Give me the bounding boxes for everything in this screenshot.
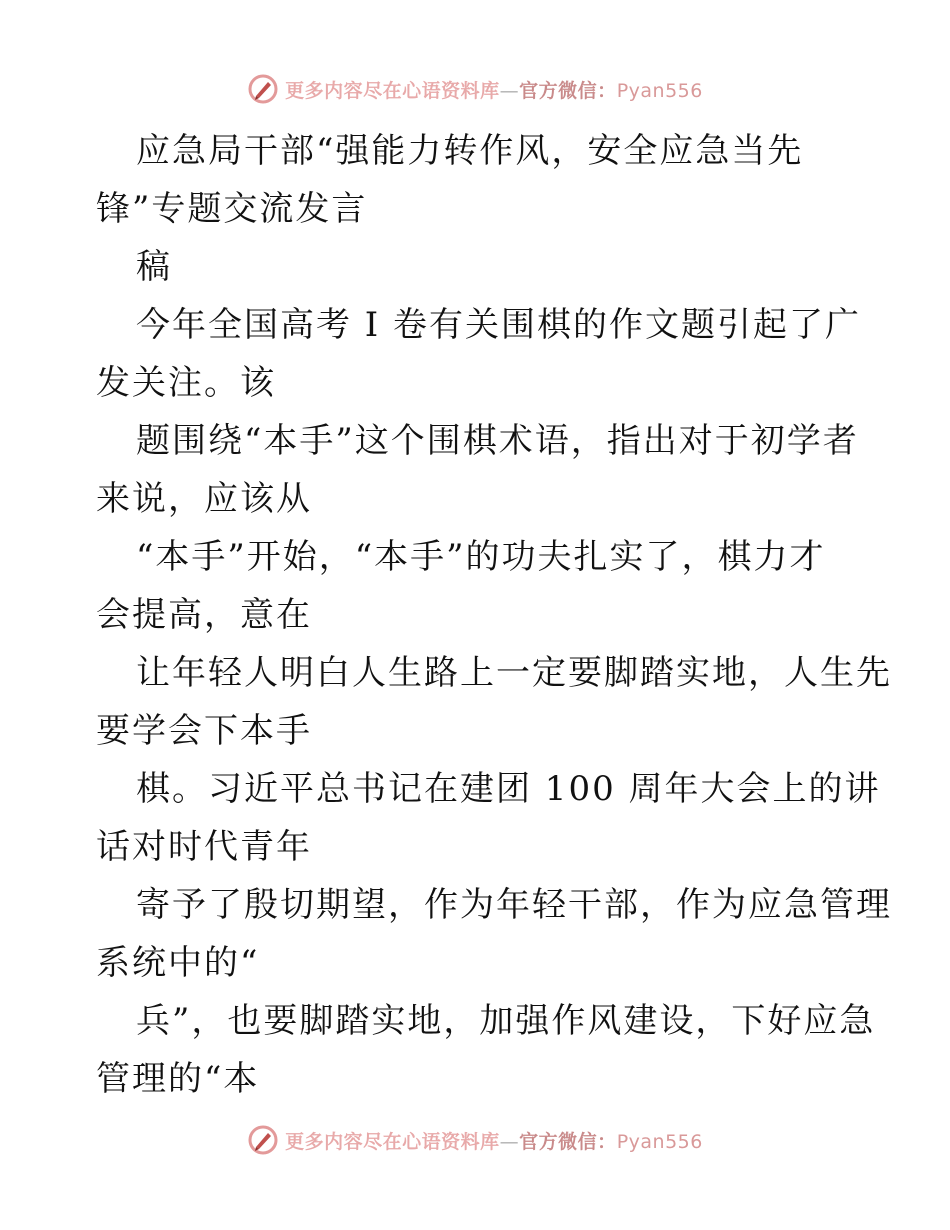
banner-text: 更多内容尽在心语资料库—官方微信：Pyan556: [285, 1130, 703, 1153]
text-line: 要学会下本手: [96, 711, 312, 751]
text-line: 锋”专题交流发言: [96, 189, 368, 229]
text-line: 来说，应该从: [96, 479, 312, 519]
text-line: “本手”开始，“本手”的功夫扎实了，棋力才: [136, 537, 826, 577]
text-line: 话对时代青年: [96, 827, 312, 867]
footer-banner: [0, 1123, 950, 1157]
text-line: 让年轻人明白人生路上一定要脚踏实地，人生先: [136, 653, 892, 693]
text-line: 兵”，也要脚踏实地，加强作风建设，下好应急: [136, 1001, 876, 1041]
pen-circle-logo-icon: [247, 1124, 279, 1156]
document-body: [96, 122, 892, 1108]
text-line: 会提高，意在: [96, 595, 312, 635]
text-line: 寄予了殷切期望，作为年轻干部，作为应急管理: [136, 885, 892, 925]
pen-circle-logo-icon: [247, 73, 279, 105]
banner-text: 更多内容尽在心语资料库—官方微信：Pyan556: [285, 79, 703, 102]
text-line: 系统中的“: [96, 943, 260, 983]
text-line: 今年全国高考 I 卷有关围棋的作文题引起了广: [136, 305, 862, 345]
text-line: 稿: [136, 247, 172, 287]
text-line: 发关注。该: [96, 363, 276, 403]
text-line: 管理的“本: [96, 1059, 260, 1099]
text-line: 题围绕“本手”这个围棋术语，指出对于初学者: [136, 421, 859, 461]
text-line: 棋。习近平总书记在建团 100 周年大会上的讲: [136, 769, 881, 809]
text-line: 应急局干部“强能力转作风，安全应急当先: [136, 131, 804, 171]
header-banner: [0, 72, 950, 106]
